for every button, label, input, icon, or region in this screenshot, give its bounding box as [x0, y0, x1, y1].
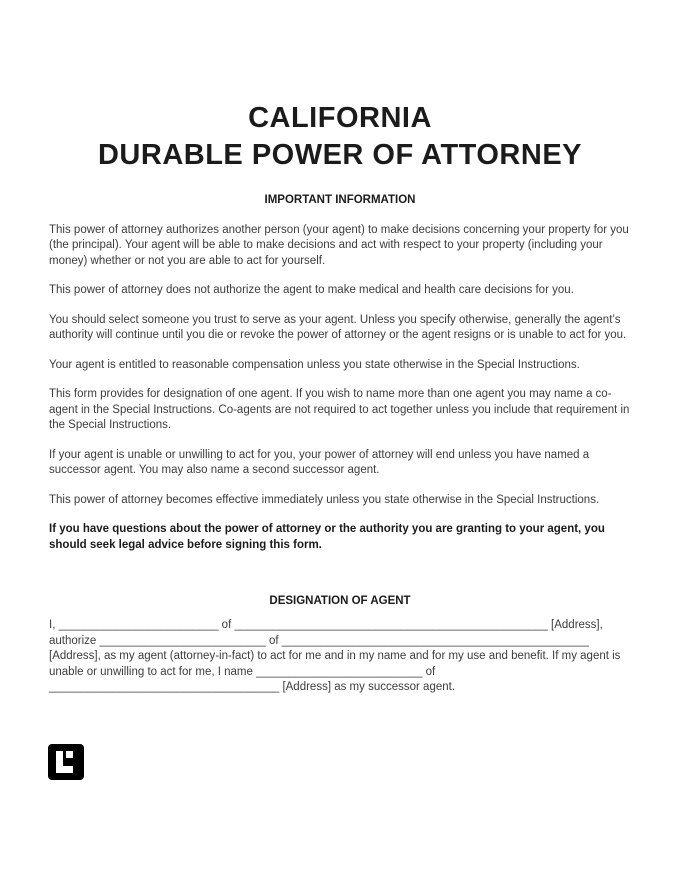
- legal-advice-notice: If you have questions about the power of attorney or the authority you are granting to your agent, you should seek legal advice before signing this form.: [49, 523, 605, 551]
- logo-square-dot: [66, 751, 73, 758]
- logo-horizontal-bar: [56, 766, 73, 773]
- document-title: [49, 100, 631, 174]
- paragraph-authorizes: This power of attorney authorizes another person (your agent) to make decisions concerning your property for you (the principal). Your agent will be able to make decisions and act with respect to your property (including your money) whether or not you are able to act for yourself.: [49, 223, 629, 267]
- title-line-2: DURABLE POWER OF ATTORNEY: [97, 139, 583, 172]
- paragraph-compensation: Your agent is entitled to reasonable compensation unless you state otherwise in the Special Instructions.: [49, 358, 580, 371]
- important-information-section: [49, 223, 631, 554]
- paragraph-one-agent: This form provides for designation of one agent. If you wish to name more than one agent you may name a co-agent in the Special Instructions. Co-agents are not required to act together unless you include that requirement in the Special Instructions.: [49, 388, 630, 432]
- document-content: [0, 100, 680, 696]
- title-line-1: CALIFORNIA: [248, 102, 432, 134]
- legal-templates-logo-icon: [48, 744, 84, 780]
- paragraph-effective: This power of attorney becomes effective immediately unless you state otherwise in the Special Instructions.: [49, 493, 600, 506]
- paragraph-no-medical: This power of attorney does not authorize the agent to make medical and health care decisions for you.: [49, 284, 574, 297]
- designation-fill-in-paragraph: I, _________________________ of _________________________________________________ [Address], authorize __________________________ of ________________________________________________ [Address], as my agent (attorney-in-fact) to act for me and in my name and for my use and benefit. If my agent is unable or unwilling to act for me, I name __________________________ of ____________________________________ [Address] as my successor agent.: [49, 619, 621, 694]
- paragraph-successor: If your agent is unable or unwilling to act for you, your power of attorney will end unless you have named a successor agent. You may also name a second successor agent.: [49, 448, 590, 477]
- designation-of-agent-heading: DESIGNATION OF AGENT: [269, 595, 411, 608]
- important-information-heading: IMPORTANT INFORMATION: [264, 193, 416, 206]
- paragraph-select-agent: You should select someone you trust to serve as your agent. Unless you specify otherwise, generally the agent’s authority will continue until you die or revoke the power of attorney or the agent resigns or is unable to act for you.: [49, 313, 627, 342]
- designation-of-agent-section: [49, 618, 631, 696]
